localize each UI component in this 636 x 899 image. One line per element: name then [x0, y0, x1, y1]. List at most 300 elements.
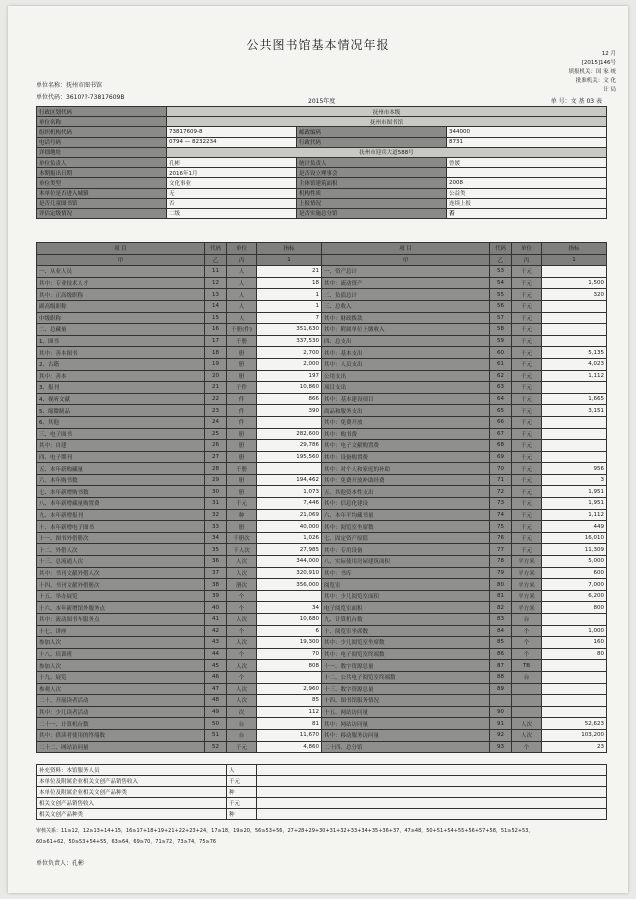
item-code-2: 58 — [490, 324, 512, 336]
info-row — [37, 188, 607, 198]
table-row — [37, 370, 607, 382]
item-code-2: 77 — [490, 544, 512, 556]
item-label: 十二、外借人次 — [37, 544, 205, 556]
item-unit: 台 — [227, 718, 257, 730]
item-value-2 — [542, 706, 607, 718]
item-value: 4,860 — [257, 741, 322, 753]
info-label: 本单位是否进入城镇 — [37, 188, 167, 198]
item-label-2: 公用支出 — [322, 370, 490, 382]
item-label-2: 十四、图书馆服务情况 — [322, 695, 490, 707]
item-unit: 人次 — [227, 556, 257, 568]
table-row — [37, 544, 607, 556]
item-label: 4、视听文献 — [37, 393, 205, 405]
item-code-2: 68 — [490, 440, 512, 452]
table-row — [37, 695, 607, 707]
item-value-2 — [542, 671, 607, 683]
info-row — [37, 107, 607, 117]
supplement-value — [257, 787, 607, 798]
item-code: 34 — [205, 532, 227, 544]
item-unit-2 — [512, 695, 542, 707]
item-value: 21,069 — [257, 509, 322, 521]
item-code-2: 76 — [490, 532, 512, 544]
item-unit-2: 千元 — [512, 358, 542, 370]
item-code: 42 — [205, 625, 227, 637]
item-unit: 人次 — [227, 695, 257, 707]
item-label: 参观人次 — [37, 683, 205, 695]
serial-number: 单 号：文 基 03 表 — [550, 98, 602, 105]
item-code-2: 84 — [490, 625, 512, 637]
item-code-2: 90 — [490, 706, 512, 718]
supplement-label: 本单位及附属企业相关文创产品种类 — [37, 787, 227, 798]
item-unit: 千册次 — [227, 532, 257, 544]
item-code: 50 — [205, 718, 227, 730]
item-value: 1,026 — [257, 532, 322, 544]
col-item-2: 项 目 — [322, 243, 490, 255]
item-value: 112 — [257, 706, 322, 718]
item-value: 2,960 — [257, 683, 322, 695]
item-value: 320,910 — [257, 567, 322, 579]
item-value: 197 — [257, 370, 322, 382]
table-row — [37, 416, 607, 428]
report-year: 2015年度 — [308, 98, 336, 105]
item-label: 中级职称 — [37, 312, 205, 324]
item-unit-2: 千元 — [512, 451, 542, 463]
table-row — [37, 556, 607, 568]
item-unit: 个 — [227, 625, 257, 637]
supplement-label: 相关文创产品种类 — [37, 809, 227, 820]
item-label: 四、电子期刊 — [37, 451, 205, 463]
item-value-2: 16,010 — [542, 532, 607, 544]
table-row — [37, 579, 607, 591]
item-label-2: 其中：少儿阅览室坐席数 — [322, 637, 490, 649]
item-unit-2: 千元 — [512, 498, 542, 510]
item-code: 38 — [205, 579, 227, 591]
item-value: 10,680 — [257, 614, 322, 626]
info-row — [37, 147, 607, 157]
item-value: 351,630 — [257, 324, 322, 336]
table-row — [37, 428, 607, 440]
item-value: 2,700 — [257, 347, 322, 359]
item-value-2: 80 — [542, 648, 607, 660]
item-value-2 — [542, 428, 607, 440]
item-unit: 人 — [227, 277, 257, 289]
item-value-2: 3,151 — [542, 405, 607, 417]
item-code-2: 62 — [490, 370, 512, 382]
item-unit-2: 千元 — [512, 393, 542, 405]
table-row — [37, 289, 607, 301]
supplement-row — [37, 776, 607, 787]
info-label: 组织机构代码 — [37, 127, 167, 137]
info-label-2: 行政代码 — [297, 137, 447, 147]
item-value: 1 — [257, 289, 322, 301]
item-code: 19 — [205, 358, 227, 370]
supplement-row — [37, 798, 607, 809]
item-label: 其中：供读者使用的终端数 — [37, 729, 205, 741]
item-code-2: 69 — [490, 451, 512, 463]
item-value-2: 320 — [542, 289, 607, 301]
table-row — [37, 463, 607, 475]
item-label-2: 八、实际使用房屋建筑面积 — [322, 556, 490, 568]
item-label: 九、本年新增报刊 — [37, 509, 205, 521]
item-unit: 册 — [227, 347, 257, 359]
item-unit: 册 — [227, 440, 257, 452]
info-value-2: 否 — [447, 208, 607, 218]
table-row — [37, 451, 607, 463]
item-label-2: 其中：专用设备 — [322, 544, 490, 556]
item-unit: 千人次 — [227, 544, 257, 556]
item-value: 356,000 — [257, 579, 322, 591]
item-code: 29 — [205, 474, 227, 486]
item-unit: 册 — [227, 358, 257, 370]
item-unit-2: 千元 — [512, 486, 542, 498]
item-code-2: 85 — [490, 637, 512, 649]
item-unit: 个 — [227, 590, 257, 602]
item-label: 一、从业人员 — [37, 266, 205, 278]
item-unit-2: 千元 — [512, 382, 542, 394]
item-value — [257, 590, 322, 602]
item-unit-2: 千元 — [512, 463, 542, 475]
item-label-2: 其中：少儿阅览室面积 — [322, 590, 490, 602]
table-row — [37, 324, 607, 336]
item-value: 7 — [257, 312, 322, 324]
item-code-2: 72 — [490, 486, 512, 498]
item-label: 其中：自建 — [37, 440, 205, 452]
item-value-2 — [542, 695, 607, 707]
supplement-row — [37, 809, 607, 820]
report-title: 公共图书馆基本情况年报 — [246, 38, 390, 52]
item-label: 2、古籍 — [37, 358, 205, 370]
info-value-2: 8731 — [447, 137, 607, 147]
table-row — [37, 648, 607, 660]
info-row — [37, 117, 607, 127]
item-label-2: 四、总支出 — [322, 335, 490, 347]
item-value-2: 3 — [542, 474, 607, 486]
item-unit: 人 — [227, 300, 257, 312]
item-code-2: 65 — [490, 405, 512, 417]
table-row — [37, 706, 607, 718]
sub-d: 1 — [257, 254, 322, 266]
item-code-2: 56 — [490, 300, 512, 312]
item-unit: 册 — [227, 370, 257, 382]
supplement-table — [36, 764, 607, 820]
item-value: 1 — [257, 300, 322, 312]
item-code-2: 53 — [490, 266, 512, 278]
item-unit: 册 — [227, 428, 257, 440]
item-unit: 人次 — [227, 614, 257, 626]
item-unit: 台 — [227, 729, 257, 741]
item-code: 16 — [205, 324, 227, 336]
item-value-2: 449 — [542, 521, 607, 533]
supplement-row — [37, 787, 607, 798]
item-value — [257, 671, 322, 683]
item-label: 其中：少儿读者活动 — [37, 706, 205, 718]
form-number: [2015]146号 — [581, 60, 616, 66]
filing-office: 填报机关：国 家 统 — [568, 69, 616, 75]
info-value: 0794 — 8232234 — [167, 137, 297, 147]
info-label-2: 上报情况 — [297, 198, 447, 208]
item-value-2: 52,623 — [542, 718, 607, 730]
item-code-2 — [490, 695, 512, 707]
supplement-row — [37, 765, 607, 776]
item-label: 1、图书 — [37, 335, 205, 347]
item-label: 参加人次 — [37, 660, 205, 672]
item-unit: 千册 — [227, 335, 257, 347]
item-label: 其中：善本图书 — [37, 347, 205, 359]
item-code: 21 — [205, 382, 227, 394]
table-row — [37, 405, 607, 417]
approval-office-2: 计 局 — [603, 87, 616, 93]
item-unit: 个 — [227, 648, 257, 660]
item-value: 282,600 — [257, 428, 322, 440]
col-code-2: 代码 — [490, 243, 512, 255]
supplement-value — [257, 809, 607, 820]
sub-c2: 丙 — [512, 254, 542, 266]
item-unit-2: 千元 — [512, 405, 542, 417]
item-unit: 册 — [227, 451, 257, 463]
info-row — [37, 127, 607, 137]
item-label: 参加人次 — [37, 637, 205, 649]
info-label-2: 是否设立理事会 — [297, 168, 447, 178]
item-value: 19,300 — [257, 637, 322, 649]
item-label: 十五、举办展览 — [37, 590, 205, 602]
item-unit-2: 平方米 — [512, 556, 542, 568]
col-item: 项 目 — [37, 243, 205, 255]
info-label: 电话号码 — [37, 137, 167, 147]
item-value-2: 5,000 — [542, 556, 607, 568]
item-unit: 人 — [227, 266, 257, 278]
item-value: 70 — [257, 648, 322, 660]
supplement-value — [257, 765, 607, 776]
item-value: 390 — [257, 405, 322, 417]
item-label-2: 阅览室 — [322, 579, 490, 591]
item-label-2: 其中：基本支出 — [322, 347, 490, 359]
item-unit: 千元 — [227, 498, 257, 510]
item-code-2: 66 — [490, 416, 512, 428]
item-value: 81 — [257, 718, 322, 730]
item-value-2: 11,309 — [542, 544, 607, 556]
item-code: 25 — [205, 428, 227, 440]
item-value-2: 1,665 — [542, 393, 607, 405]
report-page — [8, 6, 628, 893]
item-label: 其中：专业技术人才 — [37, 277, 205, 289]
info-label: 行政区划代码 — [37, 107, 167, 117]
item-unit-2: TB — [512, 660, 542, 672]
item-value: 6 — [257, 625, 322, 637]
item-code: 46 — [205, 671, 227, 683]
sub-a2: 甲 — [322, 254, 490, 266]
item-value-2 — [542, 266, 607, 278]
item-label-2: 其中：网站访问量 — [322, 718, 490, 730]
item-value — [257, 416, 322, 428]
supplement-unit: 千元 — [227, 798, 257, 809]
item-value-2 — [542, 312, 607, 324]
col-code: 代码 — [205, 243, 227, 255]
sub-a: 甲 — [37, 254, 205, 266]
item-code: 15 — [205, 312, 227, 324]
info-value: 抚州市本级 — [167, 107, 607, 117]
item-label-2: 其中：人员支出 — [322, 358, 490, 370]
col-unit: 单位 — [227, 243, 257, 255]
table-row — [37, 567, 607, 579]
item-unit: 千册(件) — [227, 324, 257, 336]
item-code: 23 — [205, 405, 227, 417]
item-label-2: 商品和服务支出 — [322, 405, 490, 417]
report-month: 12 月 — [601, 51, 616, 57]
info-value: 2016年1月 — [167, 168, 297, 178]
item-code: 11 — [205, 266, 227, 278]
item-unit-2: 个 — [512, 637, 542, 649]
table-row — [37, 729, 607, 741]
item-unit: 人次 — [227, 683, 257, 695]
item-label: 5、缩微制品 — [37, 405, 205, 417]
info-value: 抚州市图书馆 — [167, 117, 607, 127]
item-code-2: 64 — [490, 393, 512, 405]
item-code: 33 — [205, 521, 227, 533]
item-unit: 千元 — [227, 741, 257, 753]
item-unit-2: 千元 — [512, 335, 542, 347]
item-unit: 个 — [227, 602, 257, 614]
sub-d2: 1 — [542, 254, 607, 266]
table-row — [37, 440, 607, 452]
item-label-2: 其中：附属单位上缴收入 — [322, 324, 490, 336]
item-code-2: 87 — [490, 660, 512, 672]
item-label-2: 项目支出 — [322, 382, 490, 394]
item-label-2: 其中：电子阅览室终端数 — [322, 648, 490, 660]
item-code-2: 88 — [490, 671, 512, 683]
item-code: 18 — [205, 347, 227, 359]
item-value: 18 — [257, 277, 322, 289]
info-row — [37, 208, 607, 218]
item-code-2: 67 — [490, 428, 512, 440]
item-value-2: 956 — [542, 463, 607, 475]
item-label: 八、本年新增藏量购置费 — [37, 498, 205, 510]
table-row — [37, 614, 607, 626]
item-label: 十四、书刊文献外借册次 — [37, 579, 205, 591]
item-label-2: 其中：免费开放补助经费 — [322, 474, 490, 486]
info-label: 单位名称 — [37, 117, 167, 127]
item-unit-2: 千元 — [512, 312, 542, 324]
item-code-2: 93 — [490, 741, 512, 753]
item-unit-2: 千元 — [512, 277, 542, 289]
table-row — [37, 625, 607, 637]
item-unit-2: 千元 — [512, 440, 542, 452]
item-unit-2: 平方米 — [512, 579, 542, 591]
item-label: 三、电子图书 — [37, 428, 205, 440]
item-value-2 — [542, 451, 607, 463]
info-value: 无 — [167, 188, 297, 198]
item-unit: 个 — [227, 671, 257, 683]
item-unit: 人 — [227, 289, 257, 301]
table-row — [37, 602, 607, 614]
item-value-2: 1,500 — [542, 277, 607, 289]
item-value-2: 103,200 — [542, 729, 607, 741]
item-code: 45 — [205, 660, 227, 672]
item-unit-2: 个 — [512, 741, 542, 753]
item-value: 40,000 — [257, 521, 322, 533]
item-value: 7,446 — [257, 498, 322, 510]
item-value: 866 — [257, 393, 322, 405]
item-unit: 人次 — [227, 637, 257, 649]
item-code-2: 60 — [490, 347, 512, 359]
item-code: 48 — [205, 695, 227, 707]
table-row — [37, 277, 607, 289]
item-code: 13 — [205, 289, 227, 301]
item-value-2 — [542, 614, 607, 626]
item-unit-2: 千元 — [512, 324, 542, 336]
table-row — [37, 393, 607, 405]
item-code: 47 — [205, 683, 227, 695]
item-code: 31 — [205, 498, 227, 510]
item-value-2: 160 — [542, 637, 607, 649]
basic-info-table — [36, 106, 607, 219]
item-value: 21 — [257, 266, 322, 278]
item-label: 五、本年新购藏量 — [37, 463, 205, 475]
info-value: 73817609-8 — [167, 127, 297, 137]
item-value-2 — [542, 300, 607, 312]
item-label-2: 其中：基本建设项目 — [322, 393, 490, 405]
item-value-2 — [542, 660, 607, 672]
info-row — [37, 137, 607, 147]
item-code-2: 71 — [490, 474, 512, 486]
supplement-value — [257, 798, 607, 809]
table-row — [37, 347, 607, 359]
unit-name: 单位名称：抚州市图书馆 — [36, 82, 103, 89]
item-unit-2 — [512, 706, 542, 718]
item-unit-2: 平方米 — [512, 602, 542, 614]
item-label-2: 电子阅览室面积 — [322, 602, 490, 614]
item-code: 39 — [205, 590, 227, 602]
info-value-2: 曾媛 — [447, 157, 607, 167]
item-value: 344,000 — [257, 556, 322, 568]
item-label: 十八、培训班 — [37, 648, 205, 660]
table-header — [37, 243, 607, 255]
item-label-2: 其中：电子文献购置费 — [322, 440, 490, 452]
info-value-2: 344000 — [447, 127, 607, 137]
info-value-2 — [447, 168, 607, 178]
signer: 单位负责人：孔彬 — [36, 860, 85, 867]
table-row — [37, 486, 607, 498]
item-label: 二十二、网站访问量 — [37, 741, 205, 753]
item-code: 35 — [205, 544, 227, 556]
info-value: 否 — [167, 198, 297, 208]
info-label-2: 主体馆建筑面积 — [297, 178, 447, 188]
item-value-2 — [542, 416, 607, 428]
item-value-2: 4,023 — [542, 358, 607, 370]
item-unit: 千册 — [227, 463, 257, 475]
table-row — [37, 671, 607, 683]
info-value: 抚州市迎宾大道588号 — [167, 147, 607, 157]
item-code: 41 — [205, 614, 227, 626]
table-row — [37, 590, 607, 602]
info-label: 本期报出日期 — [37, 168, 167, 178]
item-value: 11,670 — [257, 729, 322, 741]
info-label-2: 统计负责人 — [297, 157, 447, 167]
item-label-2: 其中：信息化建设 — [322, 498, 490, 510]
table-row — [37, 637, 607, 649]
item-value-2: 7,000 — [542, 579, 607, 591]
item-unit-2: 台 — [512, 614, 542, 626]
item-code-2: 83 — [490, 614, 512, 626]
table-row — [37, 498, 607, 510]
table-row — [37, 521, 607, 533]
item-code: 37 — [205, 567, 227, 579]
item-label-2: 其中：免费开放 — [322, 416, 490, 428]
sub-b2: 乙 — [490, 254, 512, 266]
item-value — [257, 463, 322, 475]
item-label-2: 二、负债总计 — [322, 289, 490, 301]
item-label-2: 其中：流动资产 — [322, 277, 490, 289]
item-code: 51 — [205, 729, 227, 741]
